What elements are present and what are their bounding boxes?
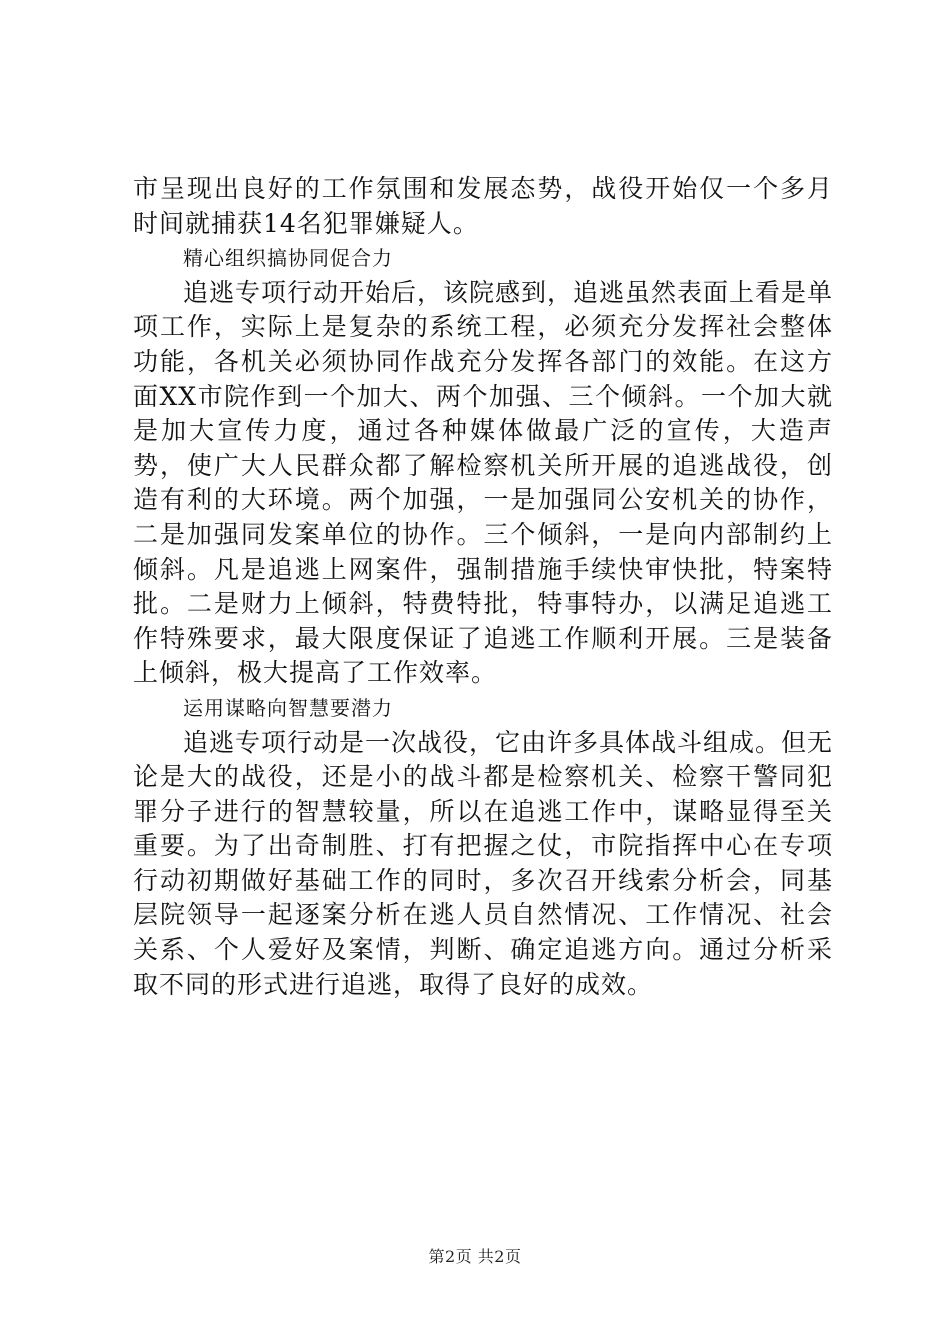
document-body	[133, 172, 833, 1002]
paragraph-coordination: 追逃专项行动开始后，该院感到，追逃虽然表面上看是单项工作，实际上是复杂的系统工程，必须充分发挥社会整体功能，各机关必须协同作战充分发挥各部门的效能。在这方面XX市院作到一个加大、两个加强、三个倾斜。一个加大就是加大宣传力度，通过各种媒体做最广泛的宣传，大造声势，使广大人民群众都了解检察机关所开展的追逃战役，创造有利的大环境。两个加强，一是加强同公安机关的协作，二是加强同发案单位的协作。三个倾斜，一是向内部制约上倾斜。凡是追逃上网案件，强制措施手续快审快批，特案特批。二是财力上倾斜，特费特批，特事特办，以满足追逃工作特殊要求，最大限度保证了追逃工作顺利开展。三是装备上倾斜，极大提高了工作效率。	[133, 277, 834, 688]
paragraph-strategy: 追逃专项行动是一次战役，它由许多具体战斗组成。但无论是大的战役，还是小的战斗都是检察机关、检察干警同犯罪分子进行的智慧较量，所以在追逃工作中，谋略显得至关重要。为了出奇制胜、打有把握之仗，市院指挥中心在专项行动初期做好基础工作的同时，多次召开线索分析会，同基层院领导一起逐案分析在逃人员自然情况、工作情况、社会关系、个人爱好及案情，判断、确定追逃方向。通过分析采取不同的形式进行追逃，取得了良好的成效。	[133, 727, 834, 999]
page-footer: 第2页 共2页	[428, 1247, 522, 1266]
paragraph-continuation: 市呈现出良好的工作氛围和发展态势，战役开始仅一个多月时间就捕获14名犯罪嫌疑人。	[133, 174, 833, 238]
section-heading-coordination: 精心组织搞协同促合力	[183, 246, 393, 271]
section-heading-strategy: 运用谋略向智慧要潜力	[183, 695, 393, 720]
